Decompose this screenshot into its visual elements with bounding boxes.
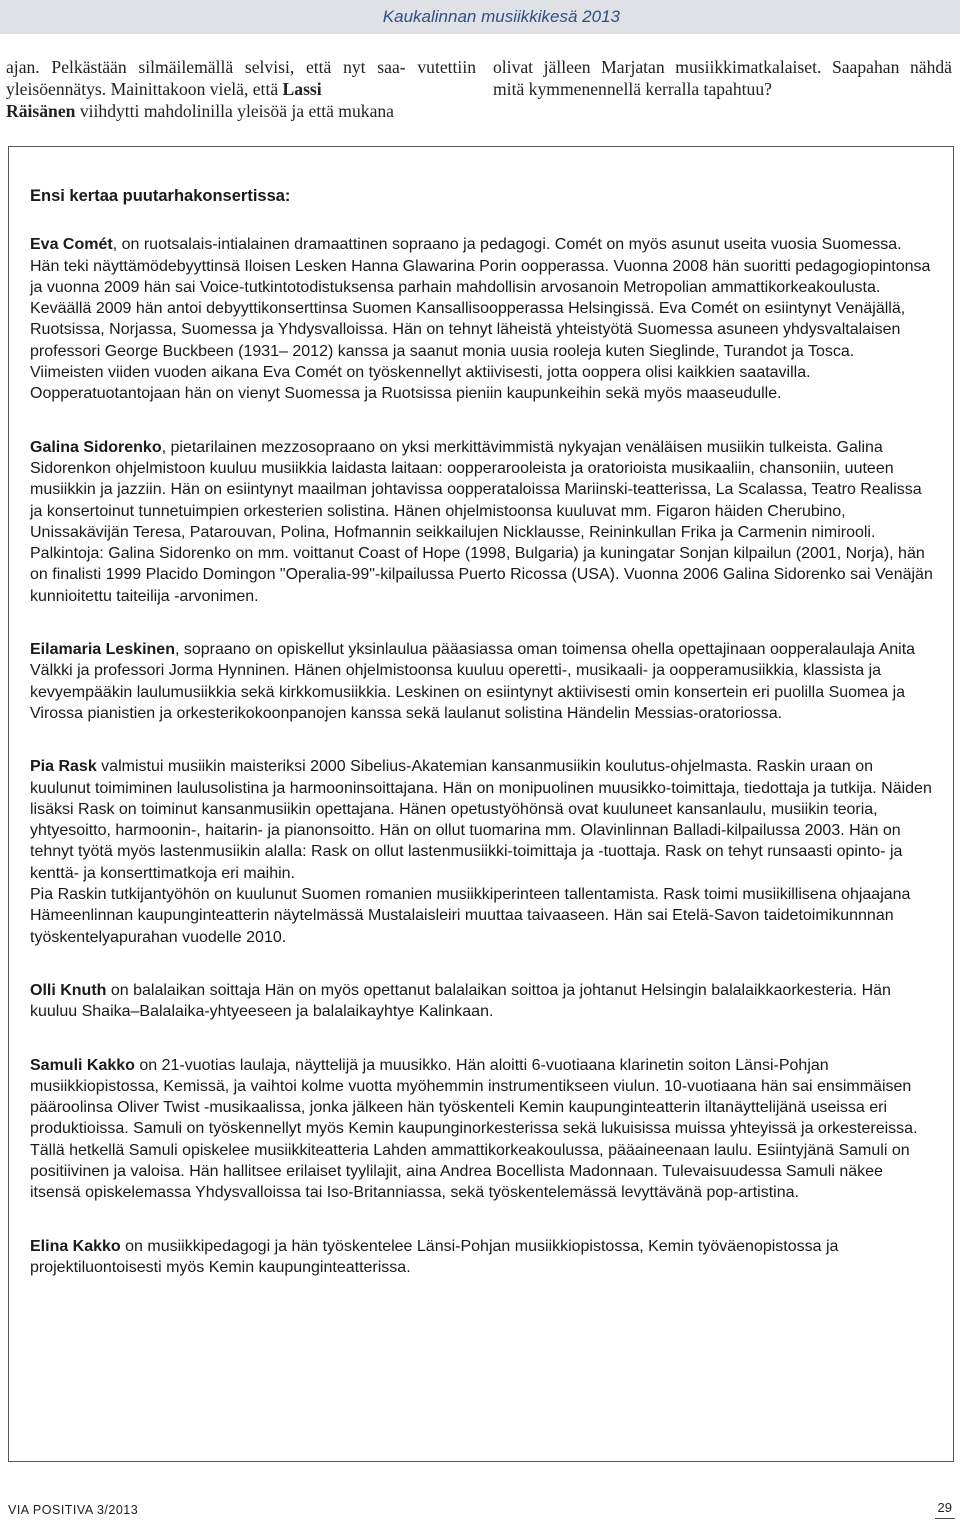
artist-name: Eva Comét: [30, 236, 113, 254]
artists-content: [30, 186, 935, 1278]
artist-bio-continued: Viimeisten viiden vuoden aikana Eva Comét on työskennellyt aktiivisesti, jotta ooppera olisi kaikkien saatavilla. Oopperatuotantojaan hän on vienyt Suomessa ja Ruotsissa pieniin kaupunkeihin sekä myös maaseudulle.: [30, 364, 811, 403]
header-bar: [0, 0, 960, 34]
artist-name: Pia Rask: [30, 758, 97, 776]
artist-bio: [30, 1055, 935, 1204]
artist-name: Elina Kakko: [30, 1237, 121, 1255]
top-left-text-3: viihdytti mahdolinilla yleisöä ja että mukana: [75, 101, 394, 121]
artist-bio: [30, 437, 935, 607]
artist-bio-continued: Keväällä 2009 hän antoi debyyttikonserttinsa Suomen Kansallisoopperassa Helsingissä. Eva Comét on esiintynyt Venäjällä, Ruotsissa, Norjassa, Suomessa ja Yhdysvalloissa. Hän on tehnyt läheistä yhteistyötä Suomessa asuneen yhdysvaltalaisen professori George Buckbeen (1931– 2012) kanssa ja saanut monia uusia rooleja kuten Sieglinde, Turandot ja Tosca.: [30, 300, 906, 360]
artist-bio: [30, 756, 935, 884]
artist-text: , pietarilainen mezzosopraano on yksi merkittävimmistä nykyajan venäläisen musiikin tulkeista. Galina Sidorenkon ohjelmistoon kuuluu musiikkia laidasta laitaan: oopperarooleista ja oratorioista musikaaliin, chansoniin, uuteen musiikkin ja jazziin. Hän on esiintynyt maailman johtavissa oopperataloissa Mariinski-teatterissa, La Scalassa, Teatro Realissa ja konsertoinut tunnetuimpien orkesterien solistina. Hänen ohjelmistoonsa kuuluvat mm. Figaron häiden Cherubino, Unissakävijän Teresa, Patarouvan, Polina, Hofmannin seikkailujen Nicklausse, Reininkullan Frika ja Carmenin nimirooli. Palkintoja: Galina Sidorenko on mm. voittanut Coast of Hope (1998, Bulgaria) ja kuningatar Sonjan kilpailun (2001, Norja), hän on finalisti 1999 Placido Domingon "Operalia-99"-kilpailussa Puerto Ricossa (USA). Vuonna 2006 Galina Sidorenko sai Venäjän kunnioitettu taiteilija -arvonimen.: [30, 438, 933, 605]
top-left-text-1: ajan. Pelkästään silmäilemällä selvisi, että nyt saa-: [6, 57, 406, 77]
artist-bio: [30, 1236, 935, 1279]
top-columns: [6, 56, 952, 136]
artist-bio-continued: Pia Raskin tutkijantyöhön on kuulunut Suomen romanien musiikkiperinteen tallentamista. Rask toimi musiikillisena ohjaajana Hämeenlinnan kaupunginteatterin näytelmässä Mustalaisleiri muuttaa taivaaseen. Hän sai Etelä-Savon taidetoimikunnnan työskentelyapurahan vuodelle 2010.: [30, 886, 911, 946]
artist-name: Eilamaria Leskinen: [30, 641, 175, 659]
footer-publication: VIA POSITIVA 3/2013: [8, 1503, 139, 1517]
artist-name: Olli Knuth: [30, 981, 107, 999]
top-left-text-2: vutettiin yleisöennätys. Mainittakoon vielä, että: [6, 57, 476, 99]
artist-name: Samuli Kakko: [30, 1056, 135, 1074]
artist-bio: [30, 234, 935, 298]
top-right-column: olivat jälleen Marjatan musiikkimatkalaiset. Saapahan nähdä mitä kymmenennellä kerralla tapahtuu?: [493, 57, 952, 99]
artist-text: , sopraano on opiskellut yksinlaulua pääasiassa oman toimensa ohella opettajinaan oopperalaulaja Anita Välkki ja professori Jorma Hynninen. Hänen ohjelmistoonsa kuuluu operetti-, musikaali- ja oopperamusiikkia, klassista ja kevyempääkin laulumusiikkia sekä kirkkomusiikkia. Leskinen on esiintynyt aktiivisesti omin konsertein eri puolilla Suomea ja Virossa pianistien ja orkesterikokoonpanojen kanssa sekä laulanut solistina Händelin Messias-oratoriossa.: [30, 641, 916, 722]
top-left-column: [6, 56, 476, 122]
section-heading: Ensi kertaa puutarhakonsertissa:: [30, 187, 291, 205]
artist-text: valmistui musiikin maisteriksi 2000 Sibelius-Akatemian kansanmusiikin koulutus-ohjelmasta. Raskin uraan on kuulunut toimiminen laulusolistina ja harmooninsoittajana. Hän on monipuolinen muusikko-toimittaja, tiedottaja ja tutkija. Näiden lisäksi Rask on toiminut kansanmusiikin opettajana. Hänen opetustyöhönsä ovat kuuluneet kansanlaulu, musiikin teoria, yhtyesoitto, harmoonin-, haitarin- ja pianonsoitto. Hän on ollut tuomarina mm. Olavinlinnan Balladi-kilpailussa 2003. Hän on tehnyt työtä myös lastenmusiikin alalla: Rask on ollut lastenmusiikki-toimittaja ja -tuottaja. Rask on tehyt runsaasti opinto- ja kenttä- ja konserttimatkoja eri maihin.: [30, 758, 932, 882]
header-title: Kaukalinnan musiikkikesä 2013: [382, 7, 620, 26]
artist-bio: [30, 980, 935, 1023]
artist-name: Galina Sidorenko: [30, 438, 162, 456]
top-left-name-2: Räisänen: [6, 101, 76, 121]
artist-text: on musiikkipedagogi ja hän työskentelee Länsi-Pohjan musiikkiopistossa, Kemin työväenopistossa ja projektiluontoisesti myös Kemin kaupunginteatterissa.: [30, 1237, 839, 1276]
artist-text: on balalaikan soittaja Hän on myös opettanut balalaikan soittoa ja johtanut Helsingin balalaikkaorkesteria. Hän kuuluu Shaika–Balalaika-yhtyeeseen ja balalaikayhtye Kalinkaan.: [30, 981, 891, 1021]
artist-text: on 21-vuotias laulaja, näyttelijä ja muusikko. Hän aloitti 6-vuotiaana klarinetin soiton Länsi-Pohjan musiikkiopistossa, Kemissä, ja vaihtoi kolme vuotta myöhemmin instrumentikseen viulun. 10-vuotiaana hän sai ensimmäisen pääroolinsa Oliver Twist -musikaalissa, jonka jälkeen hän työskenteli Kemin kaupunginteatterin iltanäyttelijänä useissa eri produktioissa. Samuli on työskennellyt myös Kemin kaupunginorkesterissa sekä lukuisissa muissa yhteyissä ja orkestereissa. Tällä hetkellä Samuli opiskelee musiikkiteatteria Lahden ammattikorkeakoulussa, pääaineenaan laulu. Esiintyjänä Samuli on positiivinen ja valoisa. Hän hallitsee erilaiset tyylilajit, aina Andrea Bocellista Madonnaan. Tulevaisuudessa Samuli näkee itsensä opiskelemassa Yhdysvalloissa tai Iso-Britanniassa, sekä työskentelemässä levyttävänä pop-artistina.: [30, 1056, 918, 1202]
footer-divider: [935, 1518, 955, 1519]
artist-text: , on ruotsalais-intialainen dramaattinen sopraano ja pedagogi. Comét on myös asunut useita vuosia Suomessa. Hän teki näyttämödebyyttinsä Iloisen Lesken Hanna Glawarina Porin oopperassa. Vuonna 2008 hän suoritti pedagogiopintonsa ja vuonna 2009 hän sai Voice-tutkintotodistuksensa parhain mahdollisin arvosanoin Metropolian ammattikorkeakoulusta.: [30, 236, 931, 296]
artist-bio: [30, 639, 935, 724]
top-left-name-1: Lassi: [282, 79, 322, 99]
footer-page-number: 29: [937, 1500, 952, 1515]
